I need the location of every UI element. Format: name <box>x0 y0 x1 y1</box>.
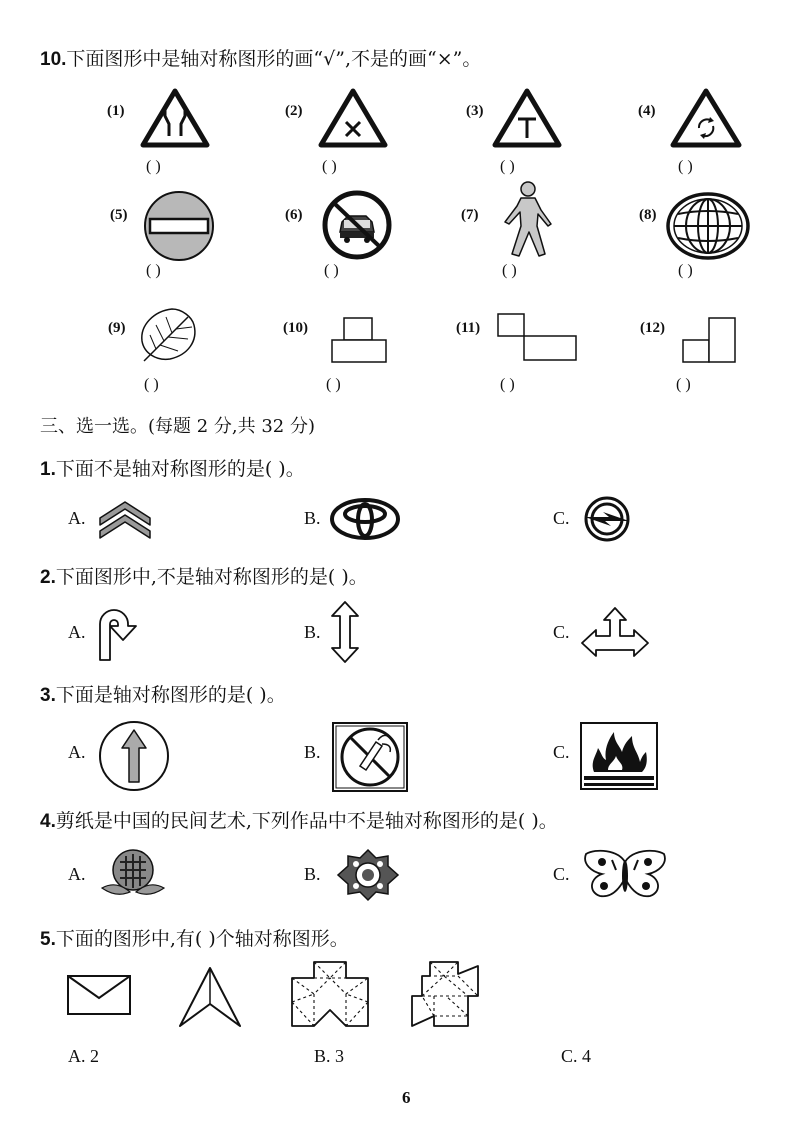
item-label: (3) <box>466 103 484 119</box>
answer-blank[interactable]: ( ) <box>146 262 161 279</box>
question-2 <box>40 562 368 589</box>
road-narrowing-sign-icon <box>140 88 210 148</box>
folded-net-shape-2 <box>408 960 482 1028</box>
papercut-fish-icon <box>100 848 166 900</box>
question-5 <box>40 924 349 951</box>
answer-blank[interactable]: ( ) <box>146 158 161 175</box>
opel-logo-icon <box>583 496 631 542</box>
three-way-arrow-icon <box>580 606 650 658</box>
option-c-label[interactable]: C. <box>553 742 570 762</box>
double-vertical-arrow-icon <box>330 600 360 664</box>
straight-ahead-sign-icon <box>98 720 170 792</box>
item-label: (9) <box>108 320 126 336</box>
answer-blank[interactable]: ( ) <box>322 158 337 175</box>
option-c-label[interactable]: C. <box>553 622 570 642</box>
item-label: (12) <box>640 320 665 336</box>
answer-blank[interactable]: ( ) <box>502 262 517 279</box>
leaf-icon <box>134 305 204 365</box>
question-text: 下面的图形中,有( )个轴对称图形。 <box>55 928 349 950</box>
arrowhead-shape <box>178 966 242 1028</box>
item-label: (2) <box>285 103 303 119</box>
option-a-label[interactable]: A. <box>68 622 86 642</box>
u-turn-arrow-icon <box>96 604 146 662</box>
envelope-shape <box>66 974 132 1016</box>
question-1 <box>40 454 305 481</box>
papercut-butterfly-icon <box>580 848 670 900</box>
option-a-label[interactable]: A. <box>68 508 86 528</box>
option-c-label[interactable]: C. <box>553 508 570 528</box>
option-b-label[interactable]: B. <box>304 622 321 642</box>
question-text: 下面不是轴对称图形的是( )。 <box>55 458 305 480</box>
question-number: 4. <box>40 811 56 832</box>
answer-blank[interactable]: ( ) <box>324 262 339 279</box>
papercut-flower-icon <box>336 848 400 902</box>
offset-rectangles-shape <box>496 312 580 364</box>
page-number: 6 <box>402 1088 411 1107</box>
crossroad-warning-sign-icon <box>318 88 388 148</box>
no-entry-sign-icon <box>143 190 215 262</box>
option-c-label[interactable]: C. 4 <box>561 1046 592 1066</box>
question-text: 下面是轴对称图形的是( )。 <box>55 684 286 706</box>
option-b-label[interactable]: B. 3 <box>314 1046 345 1066</box>
answer-blank[interactable]: ( ) <box>144 376 159 393</box>
fire-hazard-sign-icon <box>580 722 658 790</box>
stepped-block-shape <box>330 316 390 364</box>
item-label: (4) <box>638 103 656 119</box>
option-b-label[interactable]: B. <box>304 508 321 528</box>
option-a-label[interactable]: A. 2 <box>68 1046 99 1066</box>
question-text: 剪纸是中国的民间艺术,下列作品中不是轴对称图形的是( )。 <box>55 810 558 832</box>
question-3 <box>40 680 286 707</box>
t-junction-sign-icon <box>492 88 562 148</box>
globe-icon <box>666 192 750 260</box>
question-number: 10. <box>40 49 67 70</box>
pedestrian-figure-icon <box>485 180 565 258</box>
option-c-label[interactable]: C. <box>553 864 570 884</box>
item-label: (11) <box>456 320 481 336</box>
question-text: 下面图形中是轴对称图形的画“√”,不是的画“×”。 <box>66 48 482 70</box>
roundabout-sign-icon <box>670 88 742 148</box>
answer-blank[interactable]: ( ) <box>678 158 693 175</box>
answer-blank[interactable]: ( ) <box>326 376 341 393</box>
option-a-label[interactable]: A. <box>68 742 86 762</box>
uneven-blocks-shape <box>681 316 741 366</box>
section-heading: 三、选一选。(每题 2 分,共 32 分) <box>40 416 316 437</box>
option-b-label[interactable]: B. <box>304 864 321 884</box>
option-a-label[interactable]: A. <box>68 864 86 884</box>
item-label: (6) <box>285 207 303 223</box>
answer-blank[interactable]: ( ) <box>676 376 691 393</box>
no-fireworks-sign-icon <box>332 722 408 792</box>
item-label: (5) <box>110 207 128 223</box>
question-10 <box>40 44 481 71</box>
answer-blank[interactable]: ( ) <box>678 262 693 279</box>
question-number: 3. <box>40 685 56 706</box>
question-text: 下面图形中,不是轴对称图形的是( )。 <box>55 566 368 588</box>
item-label: (8) <box>639 207 657 223</box>
question-number: 5. <box>40 929 56 950</box>
question-number: 1. <box>40 459 56 480</box>
toyota-logo-icon <box>330 498 400 540</box>
question-number: 2. <box>40 567 56 588</box>
citroen-logo-icon <box>96 496 154 540</box>
folded-net-shape-1 <box>290 960 370 1028</box>
question-4 <box>40 806 558 833</box>
answer-blank[interactable]: ( ) <box>500 158 515 175</box>
answer-blank[interactable]: ( ) <box>500 376 515 393</box>
item-label: (7) <box>461 207 479 223</box>
no-cars-sign-icon <box>322 190 392 260</box>
option-b-label[interactable]: B. <box>304 742 321 762</box>
item-label: (10) <box>283 320 308 336</box>
item-label: (1) <box>107 103 125 119</box>
